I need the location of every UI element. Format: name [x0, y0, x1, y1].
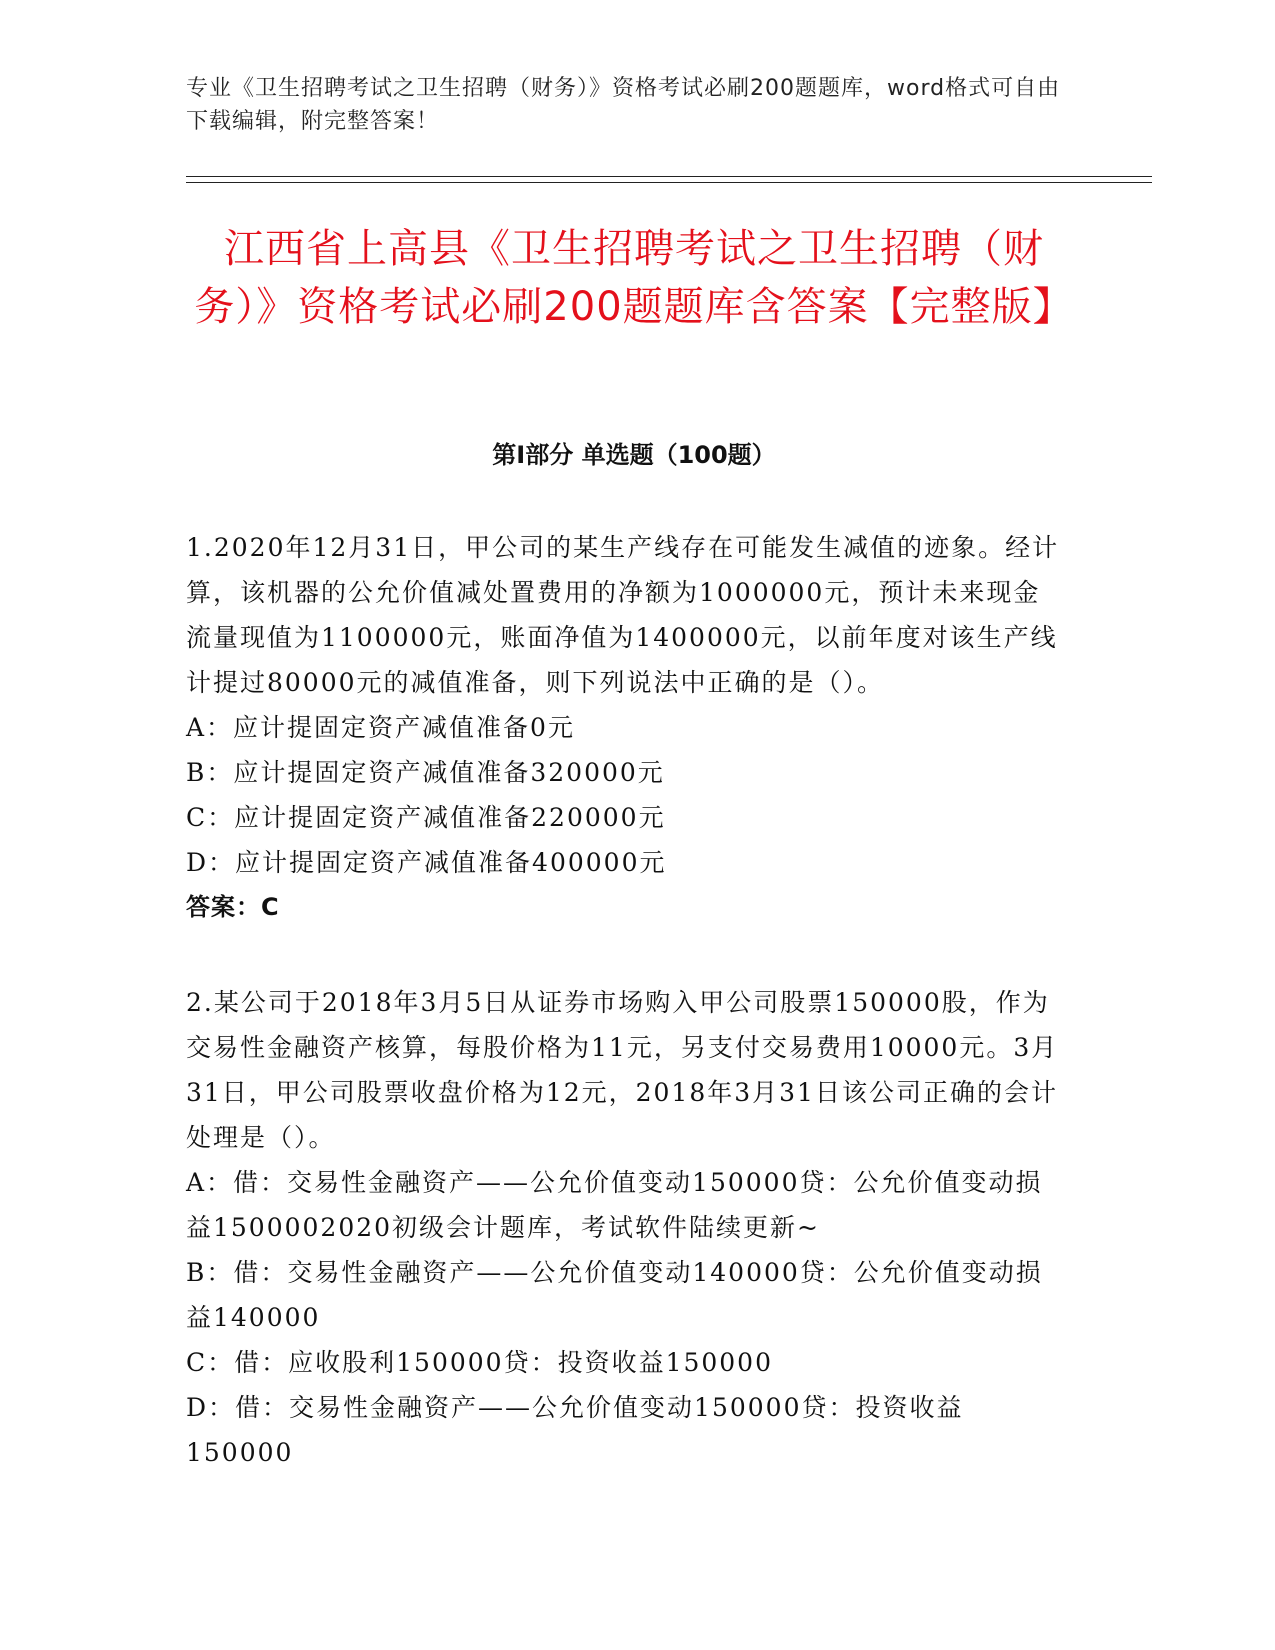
option-a: A：借：交易性金融资产——公允价值变动150000贷：公允价值变动损益1500002020初级会计题库，考试软件陆续更新~ [186, 1168, 1043, 1242]
header-divider [186, 176, 1152, 183]
answer: 答案：C [186, 893, 280, 921]
section-title: 第Ⅰ部分 单选题（100题） [492, 441, 776, 469]
question-stem: 2.某公司于2018年3月5日从证券市场购入甲公司股票150000股，作为交易性金融资产核算，每股价格为11元，另支付交易费用10000元。3月31日，甲公司股票收盘价格为12元，2018年3月31日该公司正确的会计处理是（）。 [186, 988, 1059, 1152]
header-note: 专业《卫生招聘考试之卫生招聘（财务）》资格考试必刷200题题库，word格式可自由下载编辑，附完整答案！ [186, 76, 1061, 134]
option-b: B：应计提固定资产减值准备320000元 [186, 758, 665, 787]
document-title: 江西省上高县《卫生招聘考试之卫生招聘（财务）》资格考试必刷200题题库含答案【完整版】 [194, 226, 1074, 330]
option-c: C：应计提固定资产减值准备220000元 [186, 803, 666, 832]
question-1 [186, 525, 1066, 930]
option-a: A：应计提固定资产减值准备0元 [186, 713, 575, 742]
question-2 [186, 980, 1066, 1475]
option-d: D：借：交易性金融资产——公允价值变动150000贷：投资收益150000 [186, 1393, 964, 1467]
option-c: C：借：应收股利150000贷：投资收益150000 [186, 1348, 773, 1377]
question-stem: 1.2020年12月31日，甲公司的某生产线存在可能发生减值的迹象。经计算，该机器的公允价值减处置费用的净额为1000000元，预计未来现金流量现值为1100000元，账面净值为1400000元，以前年度对该生产线计提过80000元的减值准备，则下列说法中正确的是（）。 [186, 533, 1060, 697]
option-d: D：应计提固定资产减值准备400000元 [186, 848, 667, 877]
option-b: B：借：交易性金融资产——公允价值变动140000贷：公允价值变动损益140000 [186, 1258, 1043, 1332]
